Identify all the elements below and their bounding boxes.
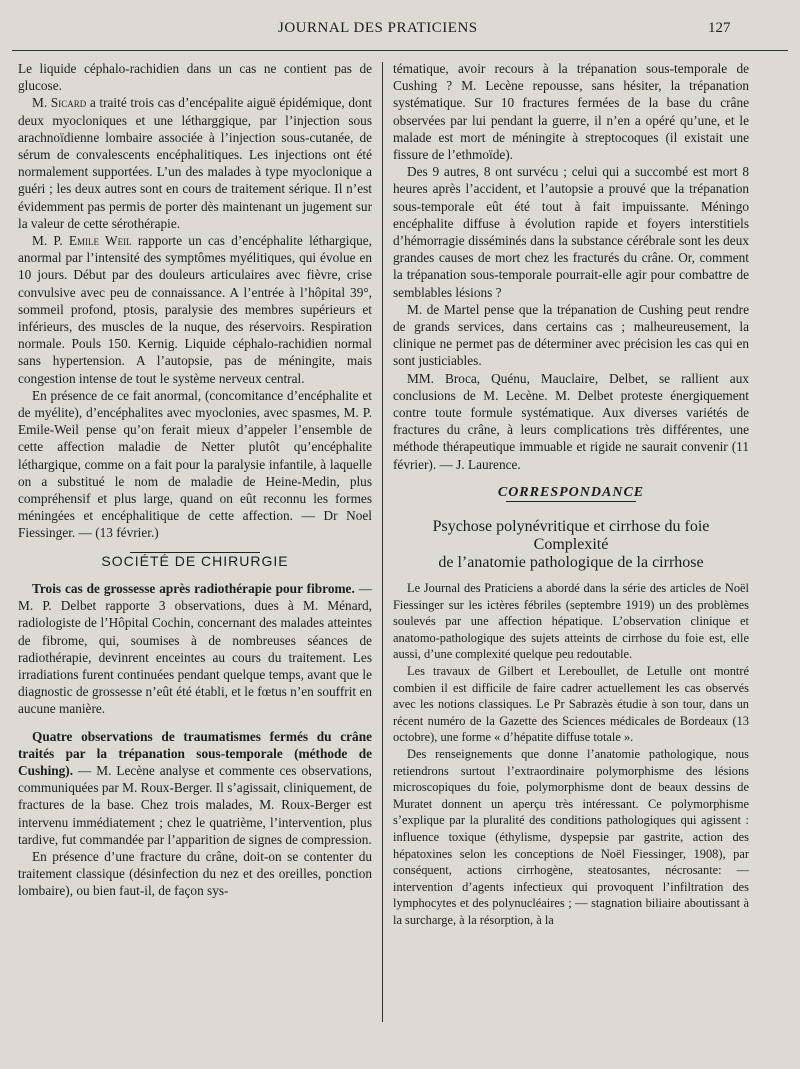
paragraph: En présence de ce fait anormal, (concomitance d’encéphalite et de myélite), d’encéphalites avec myoclonies, avec spasmes, M. P. Emile-Weil pense qu’on ferait mieux d’appeler l’ensemble de cette affection maladie de Netter plutôt qu’encéphalite léthargique, comme on a fait pour la paralysie infantile, à laquelle on a substitué le nom de maladie de Heine-Medin, plus compréhensif et plus large, quand on eût reconnu les formes méningées et encéphalitique de cette affection. — Dr Noel Fiessinger. — (13 février.) <box>18 387 372 541</box>
header-rule <box>12 50 788 51</box>
paragraph <box>18 94 372 232</box>
paragraph: MM. Broca, Quénu, Mauclaire, Delbet, se rallient aux conclusions de M. Lecène. M. Delbet proteste énergiquement contre toute formule systématique. Aux diverses variétés de fractures du crâne, à leurs complications très différentes, une méthode thérapeutique immuable et rigide ne saurait convenir (11 février). — J. Laurence. <box>393 370 749 472</box>
page-number: 127 <box>708 20 731 36</box>
paragraph: En présence d’une fracture du crâne, doit-on se contenter du traitement classique (désinfection du nez et des oreilles, ponction lombaire), ou bien faut-il, de façon sys- <box>18 848 372 899</box>
author-name: M. P. Emile Weil <box>32 233 132 249</box>
page-header <box>0 14 800 48</box>
paragraph-text: — M. Lecène analyse et commente ces observations, communiquées par M. Roux-Berger. Il s’agissait, cliniquement, de fractures de la base. Chez trois malades, M. Roux-Berger est intervenu immédiatement ; chez le quatrième, l’intervention, plus tardive, fut commandée par l’apparition de signes de compression. <box>18 762 372 847</box>
paragraph <box>18 728 372 848</box>
article-title-line: de l’anatomie pathologique de la cirrhose <box>438 554 704 572</box>
running-title: JOURNAL DES PRATICIENS <box>278 20 478 36</box>
article-title <box>393 518 749 572</box>
author-name: M. Sicard <box>32 95 87 111</box>
paragraph: tématique, avoir recours à la trépanation sous-temporale de Cushing ? M. Lecène repousse, sans hésiter, la trépanation systématique. Sur 10 fractures fermées de la base du crâne observées par lui pendant la guerre, il n’en a opéré qu’une, et le malade est mort de méningite à streptocoques (il existait une fissure de l’ethmoïde). <box>393 61 749 163</box>
section-title: CORRESPONDANCE <box>497 484 645 500</box>
spacer <box>18 718 372 728</box>
paragraph-lead: Quatre observations de traumatismes fermés du crâne traités par la trépanation sous-temporale (méthode de Cushing). <box>18 728 372 778</box>
paragraph: Le liquide céphalo-rachidien dans un cas ne contient pas de glucose. <box>18 61 372 94</box>
left-column <box>18 60 372 900</box>
paragraph: Des 9 autres, 8 ont survécu ; celui qui a succombé est mort 8 heures après l’accident, et l’autopsie a prouvé que la trépanation sous-temporale eût été tout à fait impuissante. Méningo encéphalite diffuse à évolution rapide et foyers interstitiels d’hémorragie disséminés dans la substance cérébrale sont les deux grandes causes de mort chez les fracturés du crâne. Or, comment la trépanation sous-temporale pourrait-elle agir pour combattre de semblables lésions ? <box>393 164 749 300</box>
paragraph <box>18 232 372 387</box>
section-title: SOCIÉTÉ DE CHIRURGIE <box>101 552 289 569</box>
paragraph-text: rapporte un cas d’encéphalite léthargique, anormal par l’intensité des symptômes myélitiques, qui évolue en 10 jours. Début par des douleurs articulaires avec fièvre, crise convulsive avec peu de connaissance. A l’entrée à l’hôpital 39°, sommeil profond, ptosis, paralysie des membres supérieurs et inférieurs, des muscles de la nuque, des réservoirs. Respiration normale. Pouls 150. Kernig. Liquide céphalo-rachidien normal sans hypertension. A l’autopsie, pas de méningite, mais congestion intense de tout le système nerveux central. <box>18 233 372 386</box>
paragraph-text: a traité trois cas d’encépalite aiguë épidémique, dont deux myocloniques et une létharggique, par l’injection sous arachnoïdienne lombaire associée à l’injection sous-cutanée, de sérum de convalescents encéphalitiques. Les injections ont été normalement supportées. L’un des malades à type myoclonique a guéri ; les deux autres sont en cours de traitement sérique. Il n’est évidemment pas permis de porter dès maintenant un jugement sur la valeur de cette sérothérapie. <box>18 95 373 231</box>
right-column <box>393 60 749 929</box>
article-title-line: Psychose polynévritique et cirrhose du foie <box>432 518 710 536</box>
paragraph: M. de Martel pense que la trépanation de Cushing peut rendre de grands services, dans certains cas ; malheureusement, la clinique ne permet pas de déterminer avec précision les cas qui en sont justiciables. <box>393 301 749 369</box>
paragraph-text: — M. P. Delbet rapporte 3 observations, dues à M. Ménard, radiologiste de l’Hôpital Cochin, concernant des malades atteintes de fibrome, qui, soumises à de nombreuses séances de radiothérapie, devinrent enceintes au cours du traitement. Les irradiations furent continuées pendant quelque temps, avant que le diagnostic de grossesse n’eût été établi, et le fœtus n’en souffrit en aucune manière. <box>18 580 372 717</box>
section-heading <box>18 552 372 570</box>
paragraph-lead: Trois cas de grossesse après radiothérapie pour fibrome. <box>32 580 355 596</box>
paragraph: Des renseignements que donne l’anatomie pathologique, nous retiendrons surtout l’extraordinaire polymorphisme des lésions microscopiques du foie, polymorphisme dont de beaux dessins de Muratet donnent un aperçu très intéressant. Ce polymorphisme s’explique par la pluralité des conditions pathologiques qui agissent : influence toxique (éthylisme, dyspepsie par gastrite, action des hépatoxines selon les conceptions de Noël Fiessinger, 1908), par conséquent, actions cirrhogène, steatosantes, nécrosante: — intervention d’agents infectieux qui provoquent l’infiltration des lymphocytes et des polynucléaires ; — stagnation biliaire aboutissant à la surcharge, à la résorption, à la <box>393 747 749 927</box>
section-rule <box>506 501 636 502</box>
paragraph: Les travaux de Gilbert et Lereboullet, de Letulle ont montré combien il est difficile de faire cadrer actuellement les cas observés avec les notions classiques. Le Pr Sabrazès étudie à son tour, dans un récent numéro de la Gazette des Sciences médicales de Bordeaux (13 octobre), une forme « d’hépatite diffuse totale ». <box>393 664 749 745</box>
paragraph <box>18 580 372 718</box>
column-divider <box>382 62 383 1022</box>
article-title-line: Complexité <box>533 536 609 554</box>
section-heading <box>393 483 749 502</box>
paragraph: Le Journal des Praticiens a abordé dans la série des articles de Noël Fiessinger sur les ictères fébriles (septembre 1919) un des problèmes soulevés par une affection hépatique. L’observation clinique et anatomo-pathologique des sujets atteints de cirrhose du foie est, elle aussi, d’une complexité quelque peu redoutable. <box>393 581 749 662</box>
